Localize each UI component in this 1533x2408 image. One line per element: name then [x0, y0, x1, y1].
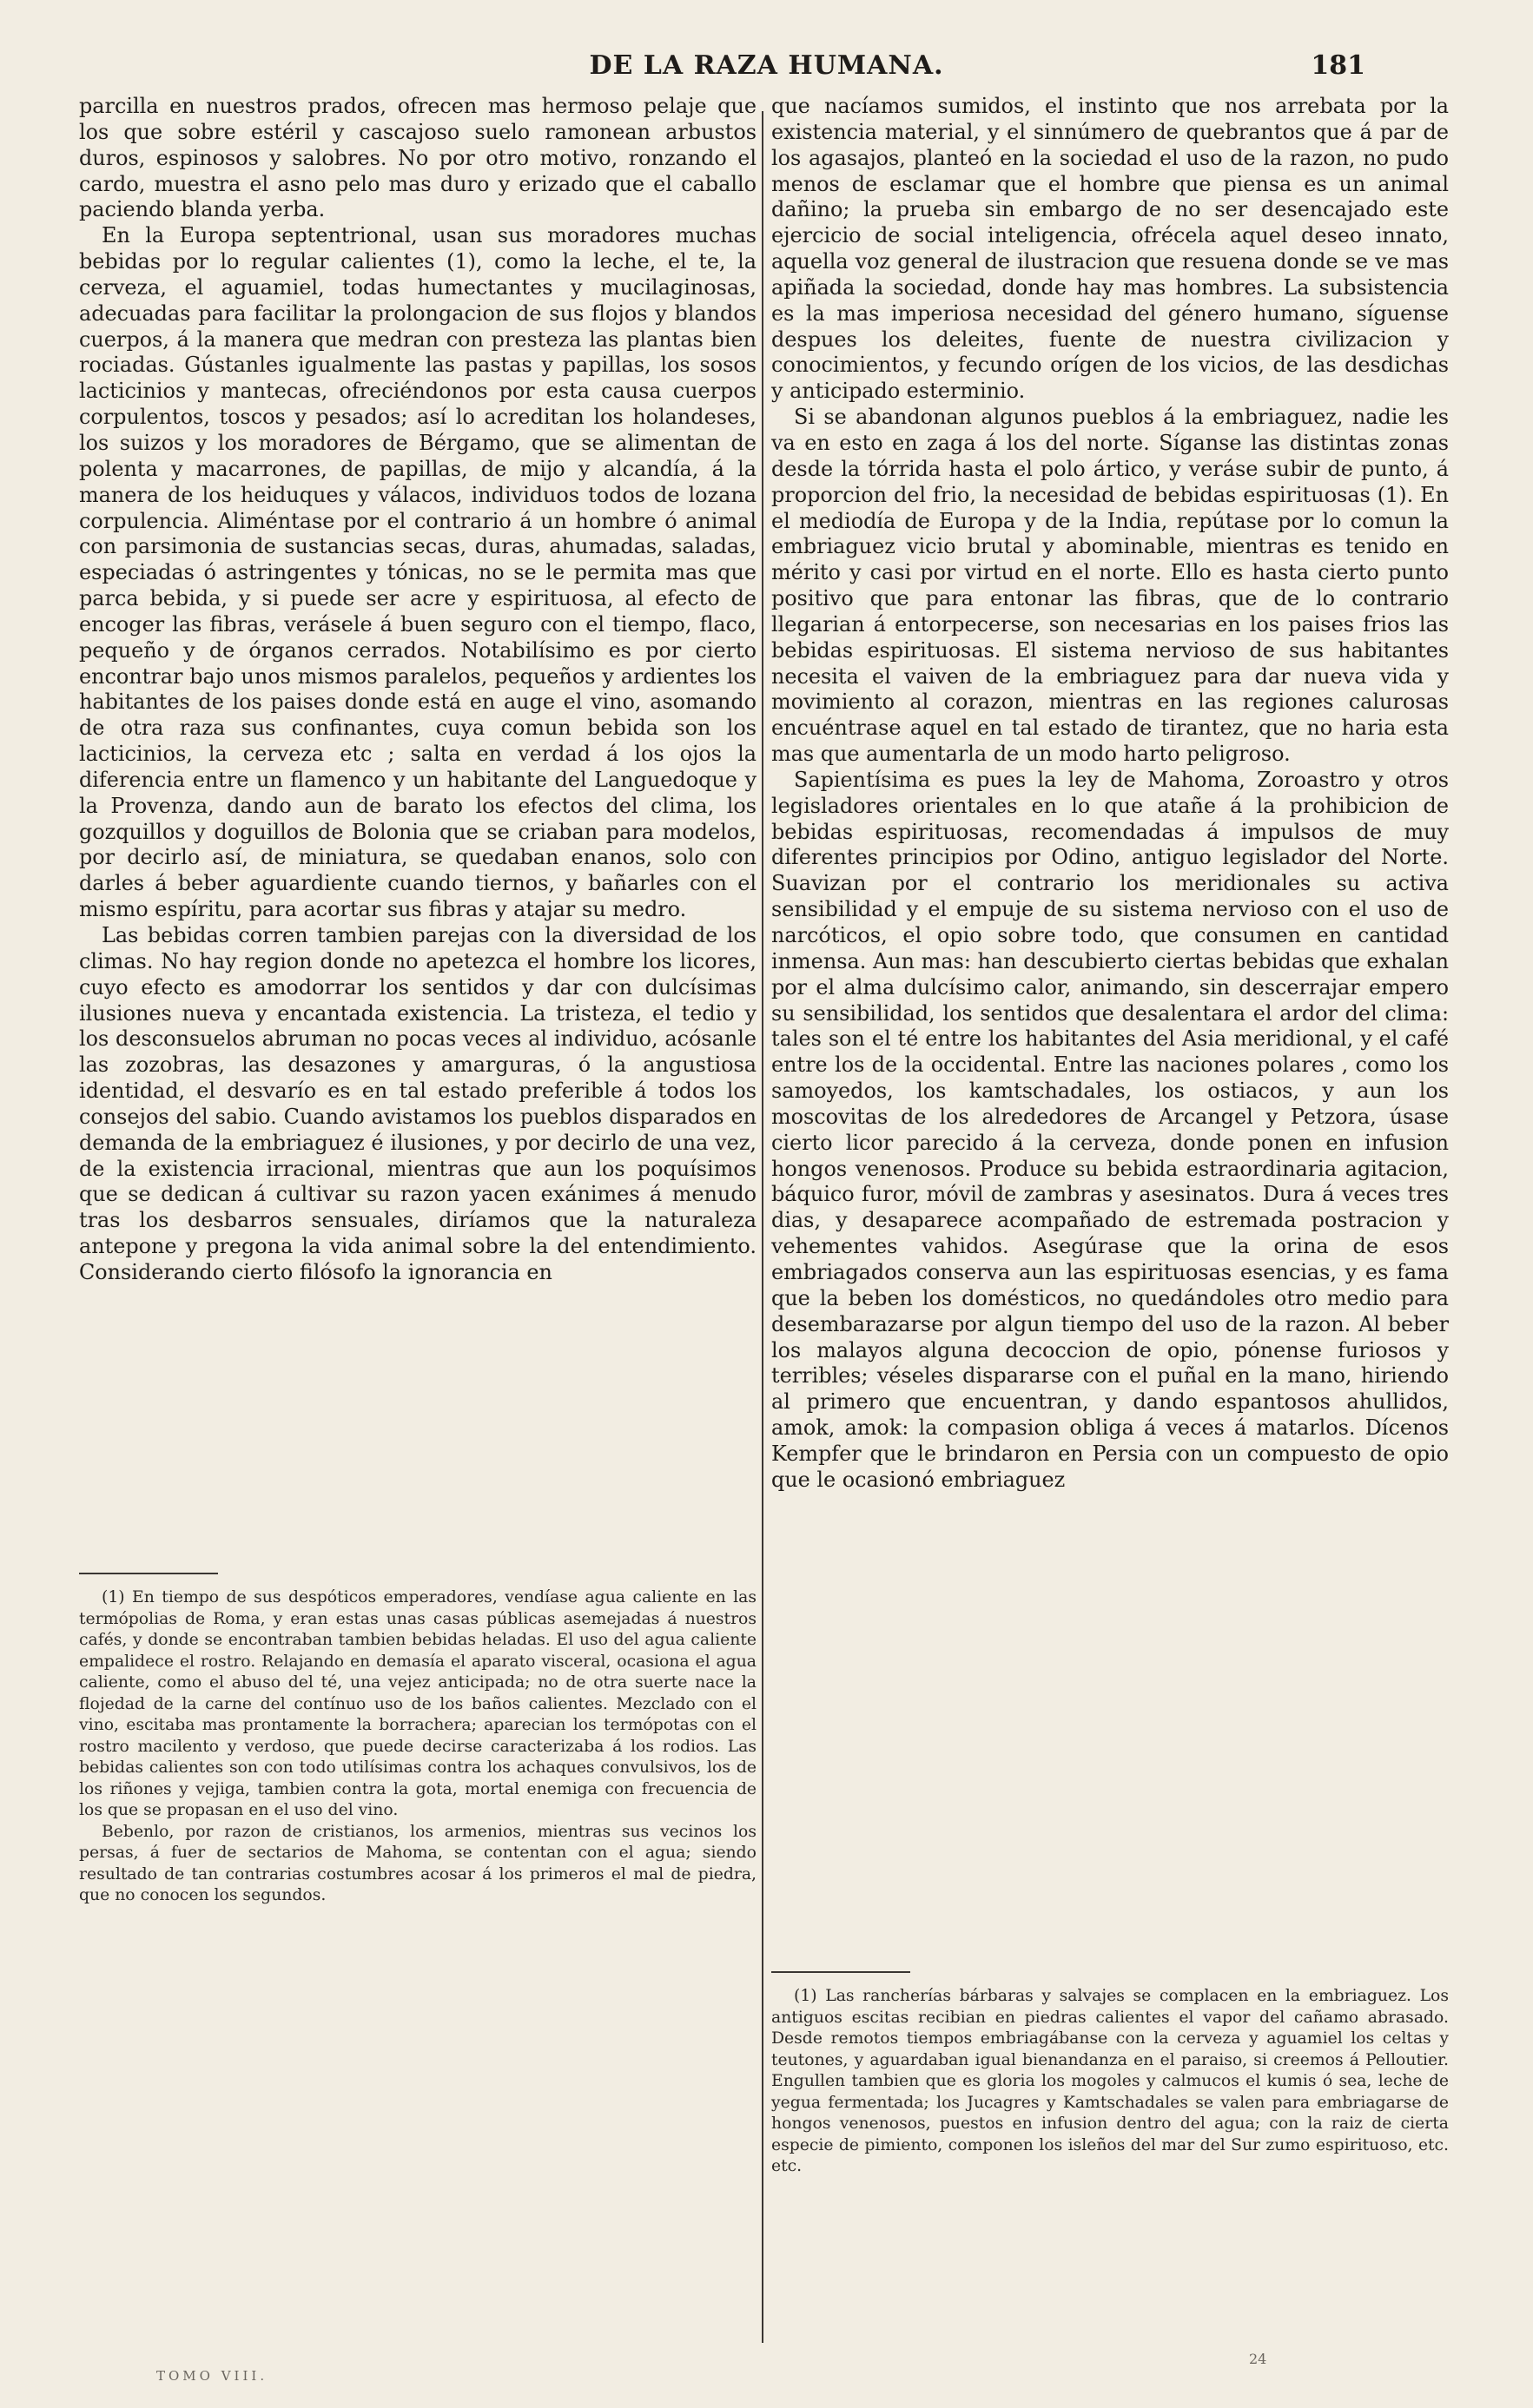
right-column: [771, 94, 1449, 1494]
running-title: DE LA RAZA HUMANA.: [589, 50, 944, 81]
volume-signature: TOMO VIII.: [156, 2368, 268, 2384]
column-divider: [762, 111, 763, 2343]
folio-mark: 24: [1249, 2351, 1267, 2367]
right-column-text: [771, 94, 1449, 1494]
left-footnote-2: Bebenlo, por razon de cristianos, los armenios, mientras sus vecinos los persas, á fuer de sectarios de Mahoma, se contentan con el agua; siendo resultado de tan contrarias costumbres acosar á los primeros el mal de piedra, que no conocen los segundos.: [79, 1822, 757, 1904]
left-footnote-separator: [79, 1573, 218, 1574]
right-footnotes: [771, 1986, 1449, 2178]
left-paragraph-1: parcilla en nuestros prados, ofrecen mas hermoso pelaje que los que sobre estéril y cascajoso suelo ramonean arbustos duros, espinosos y salobres. No por otro motivo, ronzando el cardo, muestra el asno pelo mas duro y erizado que el caballo paciendo blanda yerba.: [79, 94, 757, 222]
right-footnote-1: (1) Las rancherías bárbaras y salvajes se complacen en la embriaguez. Los antiguos escitas recibian en piedras calientes el vapor del cañamo abrasado. Desde remotos tiempos embriagábanse con la cerveza y aguamiel los celtas y teutones, y aguardaban igual bienandanza en el paraiso, si creemos á Pelloutier. Engullen tambien que es gloria los mogoles y calmucos el kumis ó sea, leche de yegua fermentada; los Jucagres y Kamtschadales se valen para embriagarse de hongos venenosos, puestos en infusion dentro del agua; con la raiz de cierta especie de pimiento, componen los isleños del mar del Sur zumo espirituoso, etc. etc.: [771, 1987, 1449, 2175]
right-paragraph-1: que nacíamos sumidos, el instinto que nos arrebata por la existencia material, y el sinnúmero de quebrantos que á par de los agasajos, planteó en la sociedad el uso de la razon, no pudo menos de esclamar que el hombre que piensa es un animal dañino; la prueba sin embargo de no ser desencajado este ejercicio de social inteligencia, ofrécela aquel deseo innato, aquella voz general de ilustracion que resuena donde se ve mas apiñada la sociedad, donde hay mas hombres. La subsistencia es la mas imperiosa necesidad del género humano, síguense despues los deleites, fuente de nuestra civilizacion y conocimientos, y fecundo orígen de los vicios, de las desdichas y anticipado esterminio.: [771, 94, 1449, 404]
left-paragraph-2: En la Europa septentrional, usan sus moradores muchas bebidas por lo regular calientes (1), como la leche, el te, la cerveza, el aguamiel, todas humectantes y mucilaginosas, adecuadas para facilitar la prolongacion de sus flojos y blandos cuerpos, á la manera que medran con presteza las plantas bien rociadas. Gústanles igualmente las pastas y papillas, los sosos lacticinios y mantecas, ofreciéndonos por esta causa cuerpos corpulentos, toscos y pesados; así lo acreditan los holandeses, los suizos y los moradores de Bérgamo, que se alimentan de polenta y macarrones, de papillas, de mijo y alcandía, á la manera de los heiduques y válacos, individuos todos de lozana corpulencia. Aliméntase por el contrario á un hombre ó animal con parsimonia de sustancias secas, duras, ahumadas, saladas, especiadas ó astringentes y tónicas, no se le permita mas que parca bebida, y si puede ser acre y espirituosa, al efecto de encoger las fibras, verásele á buen seguro con el tiempo, flaco, pequeño y de órganos cerrados. Notabilísimo es por cierto encontrar bajo unos mismos paralelos, pequeños y ardientes los habitantes de los paises donde está en auge el vino, asomando de otra raza sus confinantes, cuya comun bebida son los lacticinios, la cerveza etc ; salta en verdad á los ojos la diferencia entre un flamenco y un habitante del Languedoque y la Provenza, dando aun de barato los efectos del clima, los gozquillos y doguillos de Bolonia que se criaban para modelos, por decirlo así, de miniatura, se quedaban enanos, solo con darles á beber aguardiente cuando tiernos, y bañarles con el mismo espíritu, para acortar sus fibras y atajar su medro.: [79, 223, 757, 922]
left-paragraph-3: Las bebidas corren tambien parejas con la diversidad de los climas. No hay region donde no apetezca el hombre los licores, cuyo efecto es amodorrar los sentidos y dar con dulcísimas ilusiones nueva y encantada existencia. La tristeza, el tedio y los desconsuelos abruman no pocas veces al individuo, acósanle las zozobras, las desazones y amarguras, ó la angustiosa identidad, el desvarío es en tal estado preferible á todos los consejos del sabio. Cuando avistamos los pueblos disparados en demanda de la embriaguez é ilusiones, y por decirlo de una vez, de la existencia irracional, mientras que aun los poquísimos que se dedican á cultivar su razon yacen exánimes á menudo tras los desbarros sensuales, diríamos que la naturaleza antepone y pregona la vida animal sobre la del entendimiento. Considerando cierto filósofo la ignorancia en: [79, 923, 757, 1284]
running-head: [0, 50, 1533, 90]
right-footnote-separator: [771, 1971, 910, 1973]
page-number: 181: [1311, 50, 1365, 81]
left-footnotes: [79, 1587, 757, 1907]
left-footnote-1: (1) En tiempo de sus despóticos emperadores, vendíase agua caliente en las termópolias de Roma, y eran estas unas casas públicas asemejadas á nuestros cafés, y donde se encontraban tambien bebidas heladas. El uso del agua caliente empalidece el rostro. Relajando en demasía el aparato visceral, ocasiona el agua caliente, como el abuso del té, una vejez anticipada; no de otra suerte nace la flojedad de la carne del contínuo uso de los baños calientes. Mezclado con el vino, escitaba mas prontamente la borrachera; aparecian los termópotas con el rostro macilento y verdoso, que puede decirse caracterizaba á los rodios. Las bebidas calientes son con todo utilísimas contra los achaques convulsivos, los de los riñones y vejiga, tambien contra la gota, mortal enemiga con frecuencia de los que se propasan en el uso del vino.: [79, 1588, 757, 1819]
right-paragraph-2: Si se abandonan algunos pueblos á la embriaguez, nadie les va en esto en zaga á los del norte. Síganse las distintas zonas desde la tórrida hasta el polo ártico, y veráse subir de punto, á proporcion del frio, la necesidad de bebidas espirituosas (1). En el mediodía de Europa y de la India, repútase por lo comun la embriaguez vicio brutal y abominable, mientras es tenido en mérito y casi por virtud en el norte. Ello es hasta cierto punto positivo que para entonar las fibras, que de lo contrario llegarian á entorpecerse, son necesarias en los paises frios las bebidas espirituosas. El sistema nervioso de sus habitantes necesita el vaiven de la embriaguez para dar nueva vida y movimiento al corazon, mientras en las regiones calurosas encuéntrase aquel en tal estado de tirantez, que no haria esta mas que aumentarla de un modo harto peligroso.: [771, 405, 1449, 767]
right-paragraph-3: Sapientísima es pues la ley de Mahoma, Zoroastro y otros legisladores orientales en lo que atañe á la prohibicion de bebidas espirituosas, recomendadas á impulsos de muy diferentes principios por Odino, antiguo legislador del Norte. Suavizan por el contrario los meridionales su activa sensibilidad y el empuje de su sistema nervioso con el uso de narcóticos, el opio sobre todo, que consumen en cantidad inmensa. Aun mas: han descubierto ciertas bebidas que exhalan por el alma dulcísimo calor, animando, sin descerrajar empero su sensibilidad, los sentidos que desalentara el ardor del clima: tales son el té entre los habitantes del Asia meridional, y el café entre los de la occidental. Entre las naciones polares , como los samoyedos, los kamtschadales, los ostiacos, y aun los moscovitas de los alrededores de Arcangel y Petzora, úsase cierto licor parecido á la cerveza, donde ponen en infusion hongos venenosos. Produce su bebida estraordinaria agitacion, báquico furor, móvil de zambras y asesinatos. Dura á veces tres dias, y desaparece acompañado de estremada postracion y vehementes vahidos. Asegúrase que la orina de esos embriagados conserva aun las espirituosas esencias, y es fama que la beben los domésticos, no quedándoles otro medio para desembarazarse por algun tiempo del uso de la razon. Al beber los malayos alguna decoccion de opio, pónense furiosos y terribles; véseles dispararse con el puñal en la mano, hiriendo al primero que encuentran, y dando espantosos ahullidos, amok, amok: la compasion obliga á veces á matarlos. Dícenos Kempfer que le brindaron en Persia con un compuesto de opio que le ocasionó embriaguez: [771, 767, 1449, 1492]
left-column-text: [79, 94, 757, 1286]
left-column: [79, 94, 757, 1286]
